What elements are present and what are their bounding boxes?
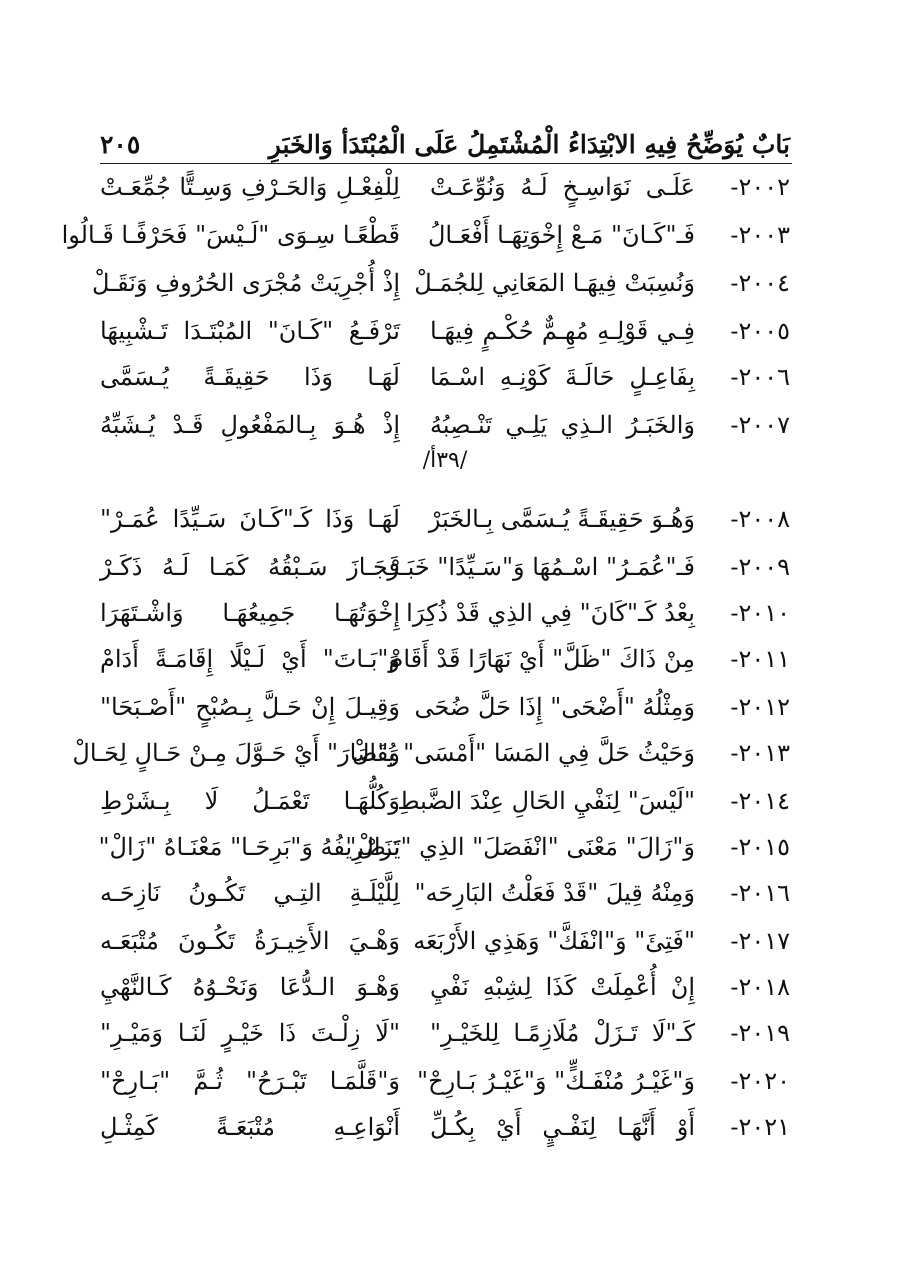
verse-first-hemistich: وَحَيْثُ حَلَّ فِي المَسَا "أَمْسَى" يُقَالْ bbox=[351, 739, 695, 767]
poem-body bbox=[61, 0, 790, 1287]
verse-line bbox=[91, 261, 790, 305]
manuscript-folio-marker: /٣٩أ/ bbox=[422, 448, 468, 473]
verse-line bbox=[100, 637, 790, 681]
verse-second-hemistich: قَطْعًـا سِـوَى "لَـيْسَ" فَحَرْفًـا قَـالُوا bbox=[61, 221, 400, 249]
verse-line bbox=[100, 591, 790, 635]
verse-number: ٢٠١٥- bbox=[730, 833, 790, 861]
verse-first-hemistich: عَلَـى نَوَاسِـخٍ لَـهُ وَنُوِّعَـتْ bbox=[430, 173, 695, 201]
verse-line bbox=[72, 731, 790, 775]
verse-second-hemistich: وَ"بَـاتَ" أَيْ لَـيْلًا إِقَامَـةً أَدَامْ bbox=[100, 645, 400, 673]
verse-first-hemistich: وَ"زَالَ" مَعْنَى "انْفَصَلَ" الذِي "يَزَالْ" bbox=[345, 833, 695, 861]
verse-first-hemistich: "لَيْسَ" لِنَفْيِ الحَالِ عِنْدَ الضَّبطِ bbox=[397, 787, 695, 815]
verse-second-hemistich: وَ"صَارَ" أَيْ حَـوَّلَ مِـنْ حَـالٍ لِحَـالْ bbox=[72, 739, 400, 767]
verse-number: ٢٠١٦- bbox=[730, 879, 790, 907]
verse-line bbox=[100, 965, 790, 1009]
verse-line bbox=[100, 545, 790, 589]
verse-first-hemistich: وَ"غَيْـرُ مُنْفَـكٍّ" وَ"غَيْـرُ بَـارِحْ" bbox=[417, 1067, 695, 1095]
verse-number: ٢٠٠٤- bbox=[730, 269, 790, 297]
verse-first-hemistich: مِنْ ذَاكَ "ظَلَّ" أَيْ نَهَارًا قَدْ أَقَامْ bbox=[388, 645, 695, 673]
verse-second-hemistich: وَكُلُّهَـا تَعْمَـلُ لَا بِـشَرْطِ bbox=[100, 787, 400, 815]
verse-first-hemistich: بِفَاعِـلٍ حَالَـةَ كَوْنِـهِ اسْـمَا bbox=[430, 363, 695, 391]
verse-number: ٢٠١٢- bbox=[730, 693, 790, 721]
chapter-title: بَابٌ يُوَضِّحُ فِيهِ الابْتِدَاءُ الْمُشْتَمِلُ عَلَى الْمُبْتَدَأ وَالخَبَرِ bbox=[268, 129, 790, 159]
verse-line bbox=[100, 1105, 790, 1149]
verse-first-hemistich: فَـ"كَـانَ" مَـعْ إِخْوَتِهَـا أَفْعَـالُ bbox=[427, 221, 695, 249]
verse-line bbox=[100, 403, 790, 447]
verse-first-hemistich: وَمِنْهُ قِيلَ "قَدْ فَعَلْتُ البَارِحَه" bbox=[414, 879, 695, 907]
verse-second-hemistich: وَقِيـلَ إِنْ حَـلَّ بِـصُبْحٍ "أَصْـبَحَا" bbox=[100, 693, 400, 721]
verse-first-hemistich: وَالخَبَـرُ الـذِي يَلِـي تَنْـصِبُهُ bbox=[430, 411, 695, 439]
verse-second-hemistich: تَـصْرِيفُهُ وَ"بَرِحَـا" مَعْنَـاهُ "زَالْ" bbox=[98, 833, 400, 861]
verse-second-hemistich: "لَا زِلْـتَ ذَا خَيْـرٍ لَنَـا وَمَيْـرِ" bbox=[100, 1019, 400, 1047]
verse-first-hemistich: "فَتِئَ" وَ"انْفَكَّ" وَهَذِي الأَرْبَعَه bbox=[413, 927, 695, 955]
verse-number: ٢٠٠٥- bbox=[730, 317, 790, 345]
verse-line bbox=[100, 779, 790, 823]
verse-first-hemistich: أَوْ أَنَّهَـا لِنَفْـيٍ أَيْ بِكُـلِّ bbox=[430, 1113, 695, 1141]
verse-second-hemistich: لَهَـا وَذَا حَقِيقَـةً يُـسَمَّى bbox=[100, 363, 400, 391]
verse-second-hemistich: لِلْفِعْـلِ وَالحَـرْفِ وَسِـتًّا جُمِّعَـتْ bbox=[100, 173, 400, 201]
verse-second-hemistich: لِلَّيْلَـةِ التِـي تَكُـونُ نَازِحَـه bbox=[100, 879, 400, 907]
verse-number: ٢٠٢١- bbox=[730, 1113, 790, 1141]
verse-number: ٢٠١٩- bbox=[730, 1019, 790, 1047]
verse-number: ٢٠٠٢- bbox=[730, 173, 790, 201]
verse-second-hemistich: وَهْـيَ الأَخِيـرَةُ تَكُـونَ مُتْبَعَـه bbox=[100, 927, 400, 955]
verse-line bbox=[100, 685, 790, 729]
verse-second-hemistich: أَنْوَاعِـهِ مُتْبَعَـةً كَمِثْـلِ bbox=[100, 1113, 400, 1141]
verse-line bbox=[100, 1059, 790, 1103]
verse-line bbox=[100, 309, 790, 353]
verse-line bbox=[100, 919, 790, 963]
verse-line bbox=[100, 871, 790, 915]
verse-line bbox=[100, 825, 790, 869]
verse-number: ٢٠١٧- bbox=[730, 927, 790, 955]
verse-number: ٢٠١٤- bbox=[730, 787, 790, 815]
verse-first-hemistich: إِنْ أُعْمِلَتْ كَذَا لِشِبْهِ نَفْيِ bbox=[430, 973, 695, 1001]
verse-number: ٢٠١٣- bbox=[730, 739, 790, 767]
verse-first-hemistich: وَنُسِبَتْ فِيهَـا المَعَانِي لِلجُمَـلْ bbox=[414, 269, 695, 297]
verse-first-hemistich: وَمِثْلُهُ "أَضْحَى" إِذَا حَلَّ ضُحَى bbox=[414, 693, 695, 721]
verse-second-hemistich: تَرْفَـعُ "كَـانَ" المُبْتَـدَا تَـشْبِيهَا bbox=[100, 317, 400, 345]
verse-second-hemistich: وَهْـوَ الـدُّعَا وَنَحْـوُهُ كَـالنَّهْيِ bbox=[100, 973, 400, 1001]
verse-number: ٢٠٠٨- bbox=[730, 505, 790, 533]
verse-second-hemistich: لَهَـا وَذَا كَـ"كَـانَ سَـيِّدًا عُمَـرْ" bbox=[100, 505, 400, 533]
page-number: ٢٠٥ bbox=[100, 129, 141, 159]
verse-second-hemistich: إِخْوَتُهَـا جَمِيعُهَـا وَاشْـتَهَرَا bbox=[100, 599, 400, 627]
verse-number: ٢٠١٠- bbox=[730, 599, 790, 627]
verse-second-hemistich: وَ"قَلَّمَـا تَبْـرَحُ" ثُـمَّ "بَـارِحْ" bbox=[100, 1067, 400, 1095]
verse-second-hemistich: إِذْ هُـوَ بِـالمَفْعُولِ قَـدْ يُـشَبِّهُ bbox=[100, 411, 400, 439]
verse-line bbox=[100, 497, 790, 541]
verse-number: ٢٠٠٣- bbox=[730, 221, 790, 249]
verse-first-hemistich: فَـ"عُمَـرُ" اسْـمُهَا وَ"سَـيِّدًا" خَبَـرْ bbox=[387, 553, 695, 581]
verse-number: ٢٠١٨- bbox=[730, 973, 790, 1001]
verse-number: ٢٠٠٧- bbox=[730, 411, 790, 439]
verse-number: ٢٠٠٩- bbox=[730, 553, 790, 581]
verse-first-hemistich: كَـ"لَا تَـزَلْ مُلَازِمًـا لِلخَيْـرِ" bbox=[430, 1019, 695, 1047]
verse-line bbox=[100, 1011, 790, 1055]
verse-number: ٢٠٠٦- bbox=[730, 363, 790, 391]
verse-second-hemistich: فَجَـازَ سَـبْقُهُ كَمَـا لَـهُ ذَكَـرْ bbox=[100, 553, 400, 581]
verse-line bbox=[61, 213, 790, 257]
verse-line bbox=[100, 165, 790, 209]
verse-second-hemistich: إِذْ أُجْرِيَتْ مُجْرَى الحُرُوفِ وَنَقَـلْ bbox=[91, 269, 400, 297]
verse-number: ٢٠١١- bbox=[730, 645, 790, 673]
verse-first-hemistich: وَهُـوَ حَقِيقَـةً يُـسَمَّى بِـالخَبَرْ bbox=[428, 505, 695, 533]
verse-number: ٢٠٢٠- bbox=[730, 1067, 790, 1095]
verse-first-hemistich: بِعْدُ كَـ"كَانَ" فِي الذِي قَدْ ذُكِرَا bbox=[406, 599, 695, 627]
verse-first-hemistich: فِـي قَوْلِـهِ مُهِـمٌّ حُكْـمٍ فِيهَـا bbox=[430, 317, 695, 345]
verse-line bbox=[100, 355, 790, 399]
